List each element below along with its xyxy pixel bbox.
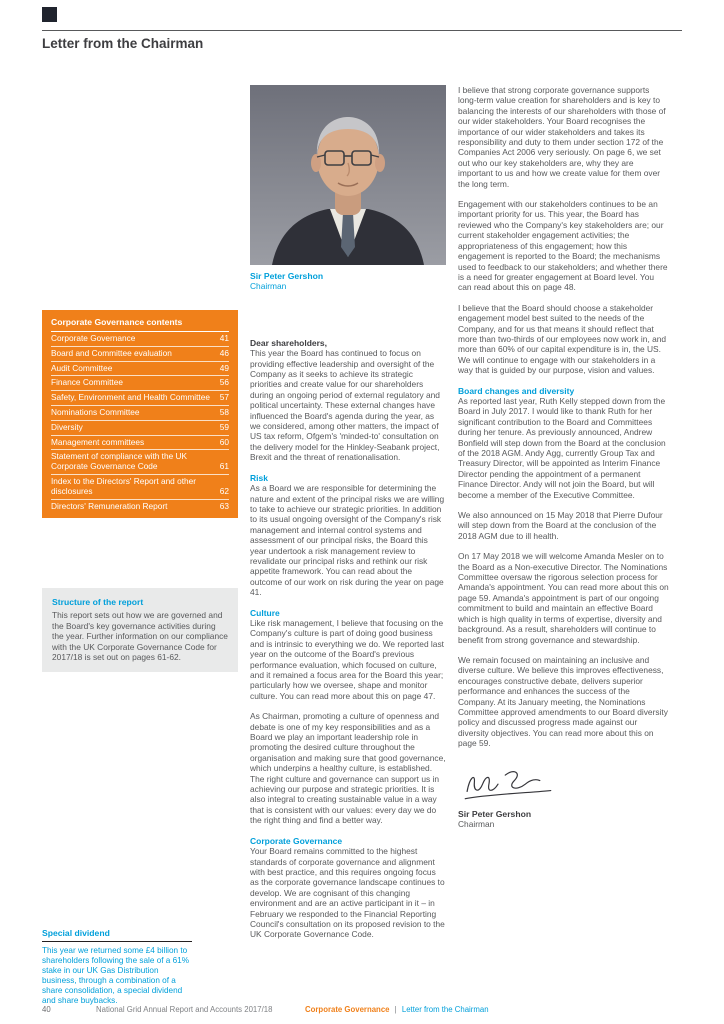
toc-item-label: Index to the Directors' Report and other disclosures xyxy=(51,475,197,496)
toc-item-page: 56 xyxy=(219,377,229,388)
toc-item xyxy=(51,406,229,421)
risk-paragraph: As a Board we are responsible for determining the nature and extent of the principal risks we are willing to take to achieve our strategic priorities. In addition to its usual ongoing oversight of the Company's risk management and internal control systems and assessment of our principal risks, the Board this year undertook a risk management review to revalidate our principal risks and rethink our risk appetite framework. You can read about the outcome of our work on risk during the year on page 41. xyxy=(250,483,445,598)
right-column xyxy=(458,85,669,829)
board-changes-heading: Board changes and diversity xyxy=(458,385,575,396)
corner-mark xyxy=(42,7,57,22)
toc-item-page: 61 xyxy=(219,461,229,472)
header-rule xyxy=(42,30,682,31)
toc-item-label: Finance Committee xyxy=(51,377,123,388)
toc-item xyxy=(51,500,229,514)
chairman-name: Sir Peter Gershon xyxy=(250,271,324,281)
toc-item-page: 49 xyxy=(219,362,229,373)
culture-heading: Culture xyxy=(250,607,280,618)
toc-item-label: Audit Committee xyxy=(51,362,113,373)
toc-item xyxy=(51,332,229,347)
middle-column xyxy=(250,85,446,950)
corporate-governance-paragraph: Your Board remains committed to the highest standards of corporate governance and alignment with best practice, and this requires ongoing focus as the corporate governance landscape continues to develop. We are cognisant of this changing environment and are an active participant in it – in February we responded to the Financial Reporting Council's consultation on its proposed revision to the UK Corporate Governance Code. xyxy=(250,846,445,940)
risk-heading: Risk xyxy=(250,472,268,483)
toc-item xyxy=(51,421,229,436)
culture-paragraph-2: As Chairman, promoting a culture of openness and debate is one of my key responsibilities and as a Board we play an important leadership role in promoting the desired culture throughout the organisation and making sure that good governance, which underpins a healthy culture, is established. The right culture and governance can support us in achieving our purpose and strategic priorities. It is also integral to creating sustainable value in a way that is consistent with our values: every day we do the right thing and find a better way. xyxy=(250,711,446,826)
structure-title: Structure of the report xyxy=(52,597,144,607)
toc-item xyxy=(51,391,229,406)
salutation: Dear shareholders, xyxy=(250,337,328,348)
intro-paragraph: This year the Board has continued to focus on providing effective leadership and oversight of the Company as it seeks to achieve its strategic priorities and create value for our shareholders during an ongoing period of external regulatory and political uncertainty. These external changes have influenced the Board's agenda during the year, as we considered, among other matters, the impact of US tax reform, Ofgem's 'minded-to' consultation on the delivery model for the Hinkley-Seabank project, Brexit and the threat of renationalisation. xyxy=(250,348,440,463)
board-changes-paragraph-4: We remain focused on maintaining an inclusive and diverse culture. We believe this improves effectiveness, encourages constructive debate, delivers superior performance and enhances the success of the Company. At its January meeting, the Nominations Committee approved amendments to our Board diversity policy and discussed progress made against our diversity objectives. You can read more about this on page 59. xyxy=(458,654,668,749)
toc-item-label: Safety, Environment and Health Committee xyxy=(51,392,210,403)
contents-box xyxy=(42,310,238,518)
stakeholders-paragraph-2: Engagement with our stakeholders continues to be an important priority for us. This year, the Board has reviewed who the Company's key stakeholders are; our current stakeholder engagement activities; the appropriateness of this engagement; how this engagement is reported to the Board; the mechanisms used to feedback to our stakeholders; and whether there is a need for greater engagement at Board level. You can read about this on page 48. xyxy=(458,199,668,293)
toc-item-label: Diversity xyxy=(51,421,83,432)
footer-breadcrumb xyxy=(305,1005,489,1014)
corporate-governance-heading: Corporate Governance xyxy=(250,835,343,846)
stakeholders-paragraph-3: I believe that the Board should choose a stakeholder engagement model best suited to the needs of the Company, and for us that means it should reflect that more than two-thirds of our employees now work in, and more than 60% of our capital expenditure is in, the US. We will continue to engage with our stakeholders in a way that is guided by our purpose, vision and values. xyxy=(458,302,667,376)
footer-report-title: National Grid Annual Report and Accounts 2017/18 xyxy=(96,1005,273,1014)
toc-item-label: Corporate Governance xyxy=(51,333,136,343)
chairman-photo xyxy=(250,85,446,265)
toc-item-label: Management committees xyxy=(51,436,145,447)
toc-item xyxy=(51,450,229,475)
toc-item-label: Statement of compliance with the UK Corporate Governance Code xyxy=(51,451,188,472)
toc-item-page: 41 xyxy=(219,333,229,343)
chairman-role: Chairman xyxy=(250,281,287,292)
footer-divider: | xyxy=(394,1005,397,1014)
board-changes-paragraph-3: On 17 May 2018 we will welcome Amanda Mesler on to the Board as a Non-executive Director. The Nominations Committee oversaw the rigorous selection process for Amanda's appointment. You can read more about this on page 59. Amanda's appointment is part of our ongoing commitment to build and maintain an effective Board which is high quality in terms of expertise, diversity and background. As a result, shareholders will continue to benefit from strong governance and stewardship. xyxy=(458,551,669,645)
chairman-signature xyxy=(458,765,558,807)
signoff-role: Chairman xyxy=(458,818,495,829)
footer-page-number: 40 xyxy=(42,1005,51,1014)
contents-box-title: Corporate Governance contents xyxy=(51,317,229,332)
structure-body: This report sets out how we are governed and the Board's key governance activities during the year. Further information on our compliance with the UK Corporate Governance Code for 2017/18 is set out on pages 61-62. xyxy=(52,610,228,663)
toc-item-page: 59 xyxy=(219,421,229,432)
toc-item-page: 57 xyxy=(219,392,229,403)
special-dividend-title: Special dividend xyxy=(42,928,192,942)
special-dividend-body: This year we returned some £4 billion to shareholders following the sale of a 61% stake in our UK Gas Distribution business, through a combination of a share consolidation, a special dividend and share buybacks. xyxy=(42,946,190,1005)
toc-item-label: Board and Committee evaluation xyxy=(51,347,172,358)
toc-item xyxy=(51,436,229,451)
toc-item-page: 62 xyxy=(219,485,229,496)
board-changes-paragraph-2: We also announced on 15 May 2018 that Pierre Dufour will step down from the Board at the conclusion of the 2018 AGM due to ill health. xyxy=(458,510,663,541)
toc-item xyxy=(51,347,229,362)
page-title: Letter from the Chairman xyxy=(42,36,204,51)
toc-item-page: 63 xyxy=(219,500,229,511)
toc-item-page: 60 xyxy=(219,436,229,447)
toc-item-label: Directors' Remuneration Report xyxy=(51,500,168,511)
board-changes-paragraph-1: As reported last year, Ruth Kelly stepped down from the Board in July 2017. I would like to thank Ruth for her significant contribution to the Board and Committees during her tenure. As previously announced, Andrew Bonfield will step down from the Board at the conclusion of the 2018 AGM. Andy Agg, currently Group Tax and Treasury Director, will be appointed as Interim Finance Director pending the appointment of a permanent Finance Director. Andy will not join the Board, but will become a member of the Executive Committee. xyxy=(458,395,666,500)
footer-section: Corporate Governance xyxy=(305,1005,390,1014)
structure-of-report-box xyxy=(42,588,238,672)
left-sidebar xyxy=(42,85,238,1024)
footer-subsection: Letter from the Chairman xyxy=(401,1005,489,1014)
toc-item-label: Nominations Committee xyxy=(51,406,140,417)
toc-item xyxy=(51,376,229,391)
toc-item xyxy=(51,475,229,500)
toc-item xyxy=(51,362,229,377)
signoff-name: Sir Peter Gershon xyxy=(458,808,532,819)
stakeholders-paragraph-1: I believe that strong corporate governance supports long-term value creation for shareholders and is key to balancing the interests of our shareholders with those of our wider stakeholders. Your Board recognises the importance of our wider stakeholders and takes its responsibility and duty to them under section 172 of the Companies Act 2006 very seriously. On page 6, we set out who our key stakeholders are, why they are important to us and how we create value for them over the long term. xyxy=(458,85,666,189)
toc-item-page: 46 xyxy=(219,347,229,358)
culture-paragraph-1: Like risk management, I believe that focusing on the Company's culture is part of doing good business and is intrinsic to everything we do. We reported last year on the outcome of the Board's previous performance evaluation, which focused on culture, and it remained a focus area for the Board this year; particularly how we oversee, shape and monitor culture. You can read more about this on page 47. xyxy=(250,617,444,701)
special-dividend-note xyxy=(42,928,192,1006)
toc-item-page: 58 xyxy=(219,406,229,417)
